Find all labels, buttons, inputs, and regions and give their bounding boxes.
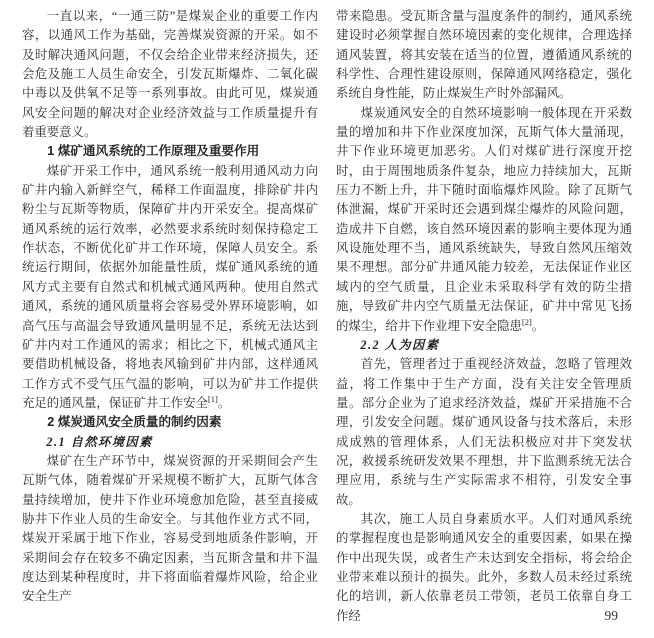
body-paragraph: 其次，施工人员自身素质水平。人们对通风系统的掌握程度也是影响通风安全的重要因素，如果在操作中出现失误，或者生产未达到安全指标，将会给企业带来难以预计的损失。此外，多数人员未经过系统化的培训，新人依靠老员工带领，老员工依靠自身工作经: [336, 511, 632, 623]
subsection-heading: 2.2 人为因素: [360, 337, 440, 352]
page-number: 99: [604, 608, 618, 623]
citation-marker: [1]: [207, 393, 218, 404]
left-column: [22, 7, 318, 626]
two-column-text-area: [22, 7, 632, 626]
body-paragraph: 煤矿在生产环节中，煤炭资源的开采期间会产生瓦斯气体，随着煤矿开采规模不断扩大，瓦斯气体含量持续增加，使井下作业环境愈加危险，甚至直接威胁井下作业人员的生命安全。与其他作业方式不同，煤炭开采属于地下作业，容易受到地质条件影响，开采期间会存在较多不确定因素，当瓦斯含量和井下温度达到某种程度时，井下将面临着爆炸风险，给企业安全生产: [22, 453, 318, 604]
body-paragraph: 带来隐患。受瓦斯含量与温度条件的制约，通风系统建设时必须掌握自然环境因素的变化规律，合理选择通风装置，将其安装在适当的位置，遵循通风系统的科学性、合理性建设原则，保障通风网络稳定，强化系统自身性能，防止煤炭生产时外部漏风。: [336, 9, 632, 101]
body-paragraph: 一直以来，“一通三防”是煤炭企业的重要工作内容，以通风工作为基础，完善煤炭资源的开采。如不及时解决通风问题，不仅会给企业带来经济损失，还会危及施工人员生命安全，引发瓦斯爆炸、二氧化碳中毒以及供氧不足等一系列事故。由此可见，煤炭通风安全问题的解决对企业经济效益与工作质量提升有着重要意义。: [22, 9, 318, 140]
body-paragraph: 首先，管理者过于重视经济效益，忽略了管理效益，将工作集中于生产方面，没有关注安全管理质量。部分企业为了追求经济效益，煤矿开采措施不合理，引发安全问题。煤矿通风设备与技术落后，未形成成熟的管理体系，人们无法积极应对井下突发状况，救援系统研发效果不理想，井下监测系统无法合理应用，系统与生产实际需求不相符，引发安全事故。: [336, 357, 632, 507]
body-paragraph: 煤矿开采工作中，通风系统一般利用通风动力向矿井内输入新鲜空气，稀释工作面温度，排除矿井内粉尘与瓦斯等物质，保障矿井内开采安全。提高煤矿通风系统的运行效率，必然要求系统时刻保持稳定工作状态，不断优化矿井工作环境，保障人员安全。系统运行期间，依据外加能量性质，煤矿通风系统的通风方式主要有自然式和机械式通风两种。使用自然式通风，系统的通风质量将会容易受外界环境影响，如高气压与高温会导致通风量明显不足，系统无法达到矿井内对工作通风的需求；相比之下，机械式通风主要借助机械设备，将地表风输到矿井内部，这样通风工作方式不受气压气温的影响，可以为矿井工作提供充足的通风量，保证矿井工作安全[1]。: [22, 163, 318, 410]
subsection-heading: 2.1 自然环境因素: [46, 434, 153, 449]
section-heading: 1 煤矿通风系统的工作原理及重要作用: [47, 144, 260, 159]
citation-marker: [2]: [521, 316, 532, 327]
body-paragraph: 煤炭通风安全的自然环境影响一般体现在开采数量的增加和井下作业深度加深，瓦斯气体大量涌现，井下作业环境更加恶劣。人们对煤矿进行深度开挖时，由于周围地质条件复杂，地应力持续加大，瓦斯压力不断上升，井下随时面临爆炸风险。除了瓦斯气体泄漏，煤矿开采时还会遇到煤尘爆炸的风险问题，造成井下自燃，该自然环境因素的影响主要体现为通风设施处理不当，通风系统缺失，导致自然风压缩效果不理想。部分矿井通风能力较差，无法保证作业区域内的空气质量，且企业未采取科学有效的防尘措施，导致矿井内空气质量无法保证，矿井中常见飞扬的煤尘，给井下作业埋下安全隐患[2]。: [336, 105, 632, 333]
section-heading: 2 煤炭通风安全质量的制约因素: [47, 415, 222, 430]
right-column: [336, 7, 632, 626]
